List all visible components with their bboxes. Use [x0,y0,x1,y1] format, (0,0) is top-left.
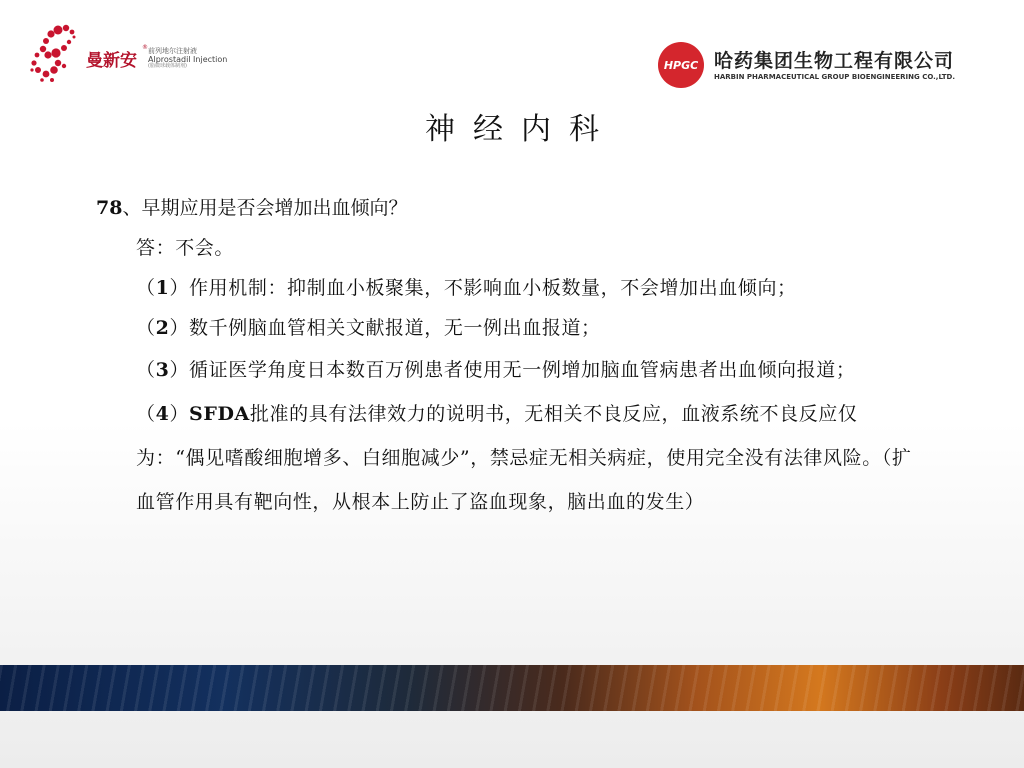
question-number: 78 [96,197,123,219]
brand-subtitle-cn: 前列地尔注射液 [148,47,197,55]
brand-subtitle [148,47,238,70]
point-1-number: 1 [155,277,170,299]
brand-subtitle-note: (脂微球载体制剂) [148,63,187,70]
point-4-sfda: SFDA [189,403,250,425]
point-1 [136,268,926,308]
point-1-open: （ [136,277,156,299]
question [96,188,926,228]
point-3-text: 循证医学角度日本数百万例患者使用无一例增加脑血管病患者出血倾向报道； [189,359,856,381]
point-2-open: （ [136,317,156,339]
point-2-text: 数千例脑血管相关文献报道，无一例出血报道； [189,317,601,339]
question-text: 、早期应用是否会增加出血倾向？ [122,197,408,219]
footer-decorative-band [0,665,1024,711]
harbin-pharma-logo [658,42,978,92]
point-3-number: 3 [155,359,170,381]
point-4-number: 4 [155,403,170,425]
point-4-close: ） [169,403,190,425]
brand-subtitle-en: Alprostadil Injection [148,55,228,65]
slide-body [96,188,926,524]
manxinan-logo [28,22,228,86]
point-2 [136,308,926,348]
point-1-close: ） [169,277,190,299]
point-2-number: 2 [155,317,170,339]
company-name-en: HARBIN PHARMACEUTICAL GROUP BIOENGINEERING CO.,LTD. [714,73,955,81]
point-4-text: 批准的具有法律效力的说明书，无相关不良反应，血液系统不良反应仅为：“偶见嗜酸细胞增多、白细胞减少”，禁忌症无相关病症，使用完全没有法律风险。（扩血管作用具有靶向性，从根本上防止了盗血现象，脑出血的发生） [136,403,912,513]
point-3-open: （ [136,359,156,381]
point-4 [136,392,926,524]
point-1-text: 作用机制：抑制血小板聚集，不影响血小板数量，不会增加出血倾向； [189,277,797,299]
page-title: 神经内科 [425,112,617,147]
point-3 [136,348,926,392]
dot-cluster-icon [28,22,88,86]
point-3-close: ） [169,359,190,381]
hpgc-emblem-icon: HPGC [658,42,704,88]
point-2-close: ） [169,317,190,339]
company-name-cn: 哈药集团生物工程有限公司 [714,50,955,72]
registered-mark: ® [142,44,148,51]
brand-name: 曼新安 [86,51,137,71]
point-4-open: （ [136,403,156,425]
answer: 答：不会。 [136,237,235,259]
